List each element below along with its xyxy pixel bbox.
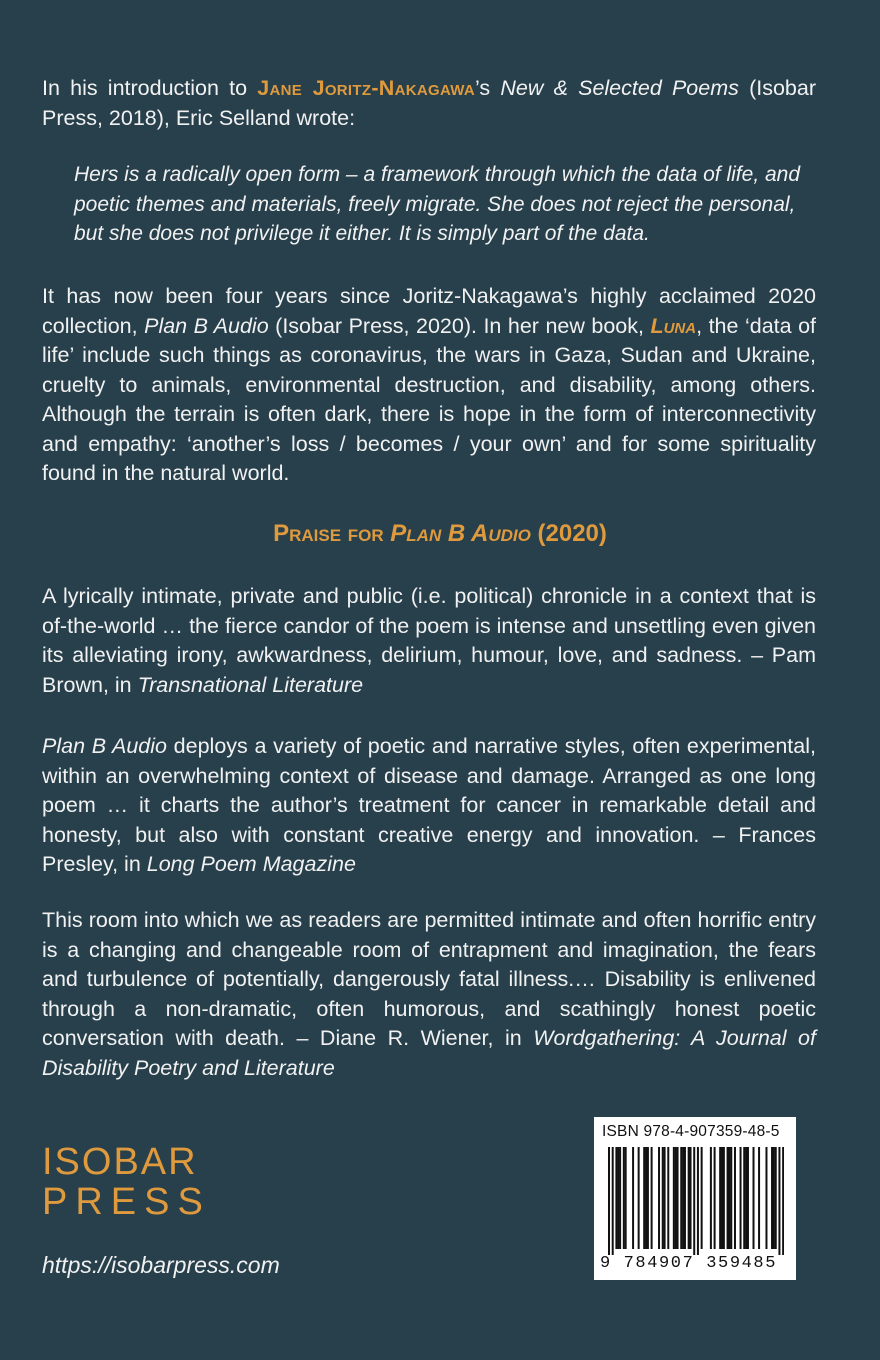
barcode-bar: [632, 1147, 634, 1249]
barcode-bar: [615, 1147, 617, 1249]
publisher-logo: [42, 1142, 211, 1222]
isbn-barcode: [594, 1117, 796, 1280]
selland-quote: Hers is a radically open form – a framework through which the data of life, and poetic themes and materials, freely migrate. She does not reject the personal, but she does not privilege it either. It is simply part of the data.: [74, 163, 801, 245]
barcode-bar: [773, 1147, 775, 1249]
praise-heading: [0, 520, 880, 548]
barcode-bar: [680, 1147, 682, 1249]
barcode-bar: [721, 1147, 723, 1249]
description-part2: (Isobar Press, 2020). In her new book,: [268, 313, 651, 338]
publisher-name-line1: ISOBAR: [42, 1141, 198, 1183]
description-title-plan-b: Plan B Audio: [144, 313, 269, 338]
review-text: This room into which we as readers are permitted intimate and often horrific entry is a changing and changeable room of entrapment and imagination, the fears and turbulence of potentially, dangerously fatal illness.… Disability is enlivened through a non-dramatic, often humorous, and scathingly honest poetic conversation with death. – Diane R. Wiener, in: [42, 908, 816, 1050]
barcode-bar: [664, 1147, 666, 1249]
barcode-bar: [719, 1147, 721, 1249]
barcode-bar: [728, 1147, 730, 1249]
intro-suffix: (Isobar Press, 2018), Eric Selland wrote:: [42, 76, 816, 130]
barcode-bar: [778, 1147, 780, 1255]
barcode-bar: [765, 1147, 767, 1249]
publisher-url[interactable]: https://isobarpress.com: [42, 1252, 280, 1278]
barcode-bar: [617, 1147, 619, 1249]
barcode-bar: [619, 1147, 621, 1249]
barcode-bar: [643, 1147, 645, 1249]
barcode-bars: [608, 1147, 784, 1255]
barcode-bar: [740, 1147, 742, 1249]
barcode-bar: [775, 1147, 777, 1249]
barcode-bar: [690, 1147, 692, 1249]
isbn-label: ISBN 978-4-907359-48-5: [602, 1123, 780, 1140]
review-source: Wordgathering: A Journal of Disability Poetry and Literature: [42, 1026, 816, 1080]
barcode-bar: [701, 1147, 703, 1249]
barcode-bar: [667, 1147, 669, 1249]
barcode-bar: [723, 1147, 725, 1249]
intro-prefix: In his introduction to: [42, 76, 258, 100]
description-paragraph: [42, 282, 816, 489]
review-source: Long Poem Magazine: [146, 852, 356, 876]
review-source: Transnational Literature: [137, 672, 364, 697]
author-name: Jane Joritz-Nakagawa: [257, 76, 476, 100]
praise-heading-title: Plan B Audio: [390, 520, 531, 547]
barcode-bar: [673, 1147, 675, 1249]
intro-possessive: ’s: [475, 76, 501, 100]
barcode-bar: [743, 1147, 745, 1249]
review-pam-brown: [42, 582, 816, 700]
barcode-bar: [625, 1147, 627, 1249]
description-title-luna: Luna: [650, 313, 697, 338]
barcode-bar: [645, 1147, 647, 1249]
review-text: A lyrically intimate, private and public (i.e. political) chronicle in a context that is of-the-world … the fierce candor of the poem is intense and unsettling even given its alleviating irony, awkwardness, delirium, humour, love, and sadness. – Pam Brown, in: [42, 584, 816, 697]
barcode-bar: [714, 1147, 716, 1249]
barcode-bar: [693, 1147, 695, 1255]
barcode-bar: [623, 1147, 625, 1249]
praise-heading-suffix: (2020): [530, 520, 607, 547]
barcode-bar: [697, 1147, 699, 1255]
barcode-bar: [745, 1147, 747, 1249]
barcode-bar: [710, 1147, 712, 1249]
review-text: deploys a variety of poetic and narrative styles, often experimental, within an overwhelming context of disease and damage. Arranged as one long poem … it charts the author’s treatment for cancer in remarkable detail and honesty, but also with constant creative energy and innovation. – Frances Presley, in: [42, 734, 816, 876]
barcode-bar: [758, 1147, 760, 1249]
barcode-bar: [675, 1147, 677, 1249]
barcode-bar: [727, 1147, 729, 1249]
publisher-name-line2: PRESS: [42, 1181, 211, 1223]
barcode-bar: [684, 1147, 686, 1249]
barcode-bar: [782, 1147, 784, 1255]
intro-paragraph: [42, 74, 816, 133]
intro-book-title: New & Selected Poems: [500, 76, 739, 100]
barcode-bar: [608, 1147, 610, 1255]
barcode-bar: [682, 1147, 684, 1249]
barcode-bar: [688, 1147, 690, 1249]
barcode-bar: [612, 1147, 614, 1255]
review-diane-wiener: [42, 906, 816, 1083]
description-part3: , the ‘data of life’ include such things as coronavirus, the wars in Gaza, Sudan and Ukraine, cruelty to animals, environmental destruction, and disability, among others. Although the terrain is often dark, there is hope in the form of interconnectivity and empathy: ‘another’s loss / becomes / your own’ and for some spirituality found in the natural world.: [42, 313, 817, 485]
barcode-bar: [651, 1147, 653, 1249]
barcode-bar: [662, 1147, 664, 1249]
barcode-bar: [647, 1147, 649, 1249]
barcode-bar: [747, 1147, 749, 1249]
barcode-bar: [734, 1147, 736, 1249]
barcode-bar: [730, 1147, 732, 1249]
review-frances-presley: [42, 732, 816, 880]
review-book-title: Plan B Audio: [42, 734, 167, 758]
barcode-bar: [658, 1147, 660, 1249]
description-part1: It has now been four years since Joritz-Nakagawa’s highly acclaimed 2020 collection,: [42, 284, 816, 338]
praise-heading-prefix: Praise for: [273, 520, 391, 547]
barcode-bar: [638, 1147, 640, 1249]
isbn-digits: 9 784907 359485: [600, 1254, 778, 1273]
barcode-bar: [753, 1147, 755, 1249]
barcode-bar: [771, 1147, 773, 1249]
barcode-bar: [677, 1147, 679, 1249]
